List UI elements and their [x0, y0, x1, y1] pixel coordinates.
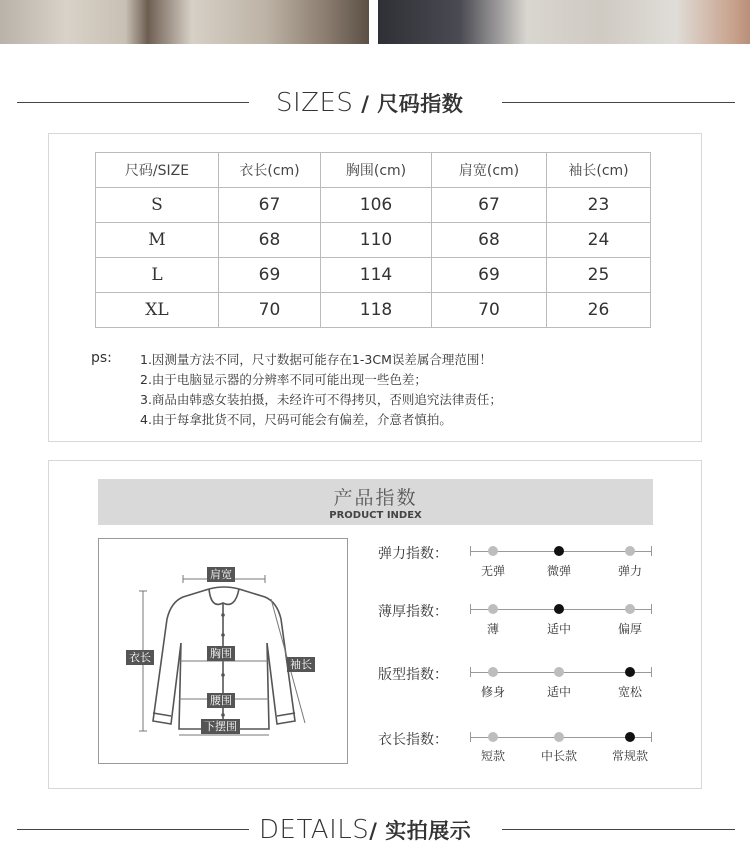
scale-option: 修身 [480, 685, 505, 699]
details-section-title [259, 815, 471, 845]
scale-tick [651, 732, 652, 742]
table-cell: 23 [547, 188, 651, 223]
scale-dot [625, 667, 635, 677]
divider-line [17, 829, 249, 830]
product-photo-strip [0, 0, 750, 44]
note-line: 2.由于电脑显示器的分辨率不同可能出现一些色差； [140, 372, 427, 387]
table-cell: 70 [219, 293, 321, 328]
divider-line [17, 102, 249, 103]
measure-label-shoulder: 肩宽 [207, 567, 235, 582]
table-cell: 110 [321, 223, 432, 258]
index-label-thickness: 薄厚指数： [378, 604, 448, 620]
scale-option: 适中 [546, 622, 571, 636]
size-cell: XL [96, 293, 219, 328]
table-cell: 70 [432, 293, 547, 328]
measure-label-chest: 胸围 [207, 646, 235, 661]
product-index-title-cn: 产品指数 [333, 487, 418, 509]
scale-tick [470, 667, 471, 677]
garment-measurement-diagram [98, 538, 348, 764]
product-photo-right [378, 0, 750, 44]
details-title-cn: 实拍展示 [385, 819, 472, 843]
table-cell: 118 [321, 293, 432, 328]
scale-dot [554, 667, 564, 677]
size-table-header-row [96, 153, 651, 188]
index-label-length: 衣长指数： [378, 732, 448, 748]
scale-option: 弹力 [617, 564, 642, 578]
measure-label-sleeve: 袖长 [287, 657, 315, 672]
divider-line [502, 829, 735, 830]
scale-option: 偏厚 [617, 622, 642, 636]
table-cell: 68 [432, 223, 547, 258]
size-cell: S [96, 188, 219, 223]
table-cell: 69 [219, 258, 321, 293]
size-cell: L [96, 258, 219, 293]
sizes-title-sep: / [353, 92, 378, 116]
scale-tick [470, 604, 471, 614]
index-label-elasticity: 弹力指数： [378, 546, 448, 562]
table-cell: 106 [321, 188, 432, 223]
size-cell: M [96, 223, 219, 258]
product-photo-left [0, 0, 369, 44]
table-cell: 67 [432, 188, 547, 223]
product-index-title-en: PRODUCT INDEX [329, 510, 422, 521]
scale-dot [554, 604, 564, 614]
header-cell: 袖长(cm) [547, 153, 651, 188]
scale-dot [488, 546, 498, 556]
scale-tick [651, 667, 652, 677]
scale-dot [625, 546, 635, 556]
table-cell: 24 [547, 223, 651, 258]
scale-dot [554, 546, 564, 556]
details-title-en: DETAILS [259, 815, 370, 845]
scale-option: 短款 [480, 749, 505, 763]
measure-label-waist: 腰围 [207, 693, 235, 708]
table-cell: 114 [321, 258, 432, 293]
table-cell: 26 [547, 293, 651, 328]
scale-tick [651, 604, 652, 614]
header-cell: 尺码/SIZE [96, 153, 219, 188]
scale-tick [651, 546, 652, 556]
details-title-sep: / [369, 819, 386, 843]
scale-option: 无弹 [480, 564, 505, 578]
scale-tick [470, 546, 471, 556]
table-row [96, 223, 651, 258]
index-label-fit: 版型指数： [378, 667, 448, 683]
scale-dot [625, 732, 635, 742]
table-cell: 69 [432, 258, 547, 293]
table-row [96, 258, 651, 293]
scale-tick [470, 732, 471, 742]
measure-label-length: 衣长 [126, 650, 154, 665]
divider-line [502, 102, 735, 103]
sizes-title-en: SIZES [276, 88, 354, 118]
scale-option: 中长款 [540, 749, 577, 763]
scale-option: 微弹 [546, 564, 571, 578]
header-cell: 胸围(cm) [321, 153, 432, 188]
table-cell: 25 [547, 258, 651, 293]
header-cell: 衣长(cm) [219, 153, 321, 188]
sizes-title-cn: 尺码指数 [377, 92, 464, 116]
note-line: 3.商品由韩惑女装拍摄，未经许可不得拷贝，否则追究法律责任； [140, 392, 502, 407]
table-row [96, 188, 651, 223]
table-cell: 67 [219, 188, 321, 223]
note-line: 4.由于每拿批货不同，尺码可能会有偏差，介意者慎拍。 [140, 412, 452, 427]
table-row [96, 293, 651, 328]
scale-option: 适中 [546, 685, 571, 699]
measure-label-hem: 下摆围 [201, 719, 240, 734]
size-table [95, 152, 651, 328]
scale-dot [625, 604, 635, 614]
header-cell: 肩宽(cm) [432, 153, 547, 188]
scale-dot [554, 732, 564, 742]
note-line: 1.因测量方法不同，尺寸数据可能存在1-3CM误差属合理范围！ [140, 352, 492, 367]
table-cell: 68 [219, 223, 321, 258]
scale-option: 薄 [486, 622, 499, 636]
scale-dot [488, 732, 498, 742]
scale-dot [488, 667, 498, 677]
sizes-section-title [276, 88, 463, 118]
notes-label: ps: [91, 350, 112, 366]
scale-dot [488, 604, 498, 614]
product-index-banner [98, 479, 653, 525]
scale-option: 常规款 [611, 749, 648, 763]
scale-option: 宽松 [617, 685, 642, 699]
